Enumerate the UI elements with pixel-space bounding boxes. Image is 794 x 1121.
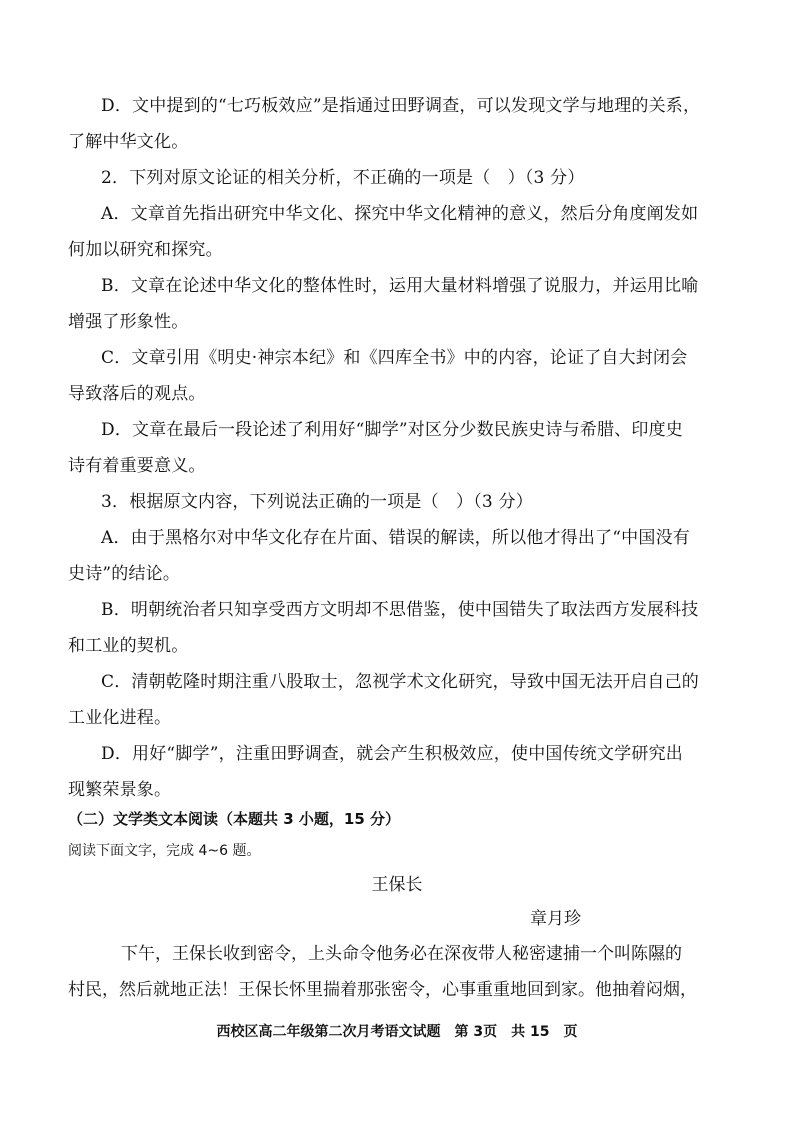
story-paragraph-line1: 下午，王保长收到密令，上头命令他务必在深夜带人秘密逮捕一个叫陈隰的 bbox=[121, 944, 682, 964]
question-3-stem: 3．根据原文内容，下列说法正确的一项是（ ）（3 分） bbox=[101, 492, 533, 512]
q3-option-d-line1: D．用好“脚学”，注重田野调查，就会产生积极效应，使中国传统文学研究出 bbox=[101, 744, 684, 764]
story-author: 章月珍 bbox=[530, 909, 581, 929]
q2-option-d-line1: D．文章在最后一段论述了利用好“脚学”对区分少数民族史诗与希腊、印度史 bbox=[101, 420, 684, 440]
q2-option-b-line2: 增强了形象性。 bbox=[68, 312, 189, 332]
q2-option-c-line2: 导致落后的观点。 bbox=[68, 384, 206, 404]
q2-option-c-line1: C．文章引用《明史·神宗本纪》和《四库全书》中的内容，论证了自大封闭会 bbox=[101, 348, 688, 368]
q3-option-a-line1: A．由于黑格尔对中华文化存在片面、错误的解读，所以他才得出了“中国没有 bbox=[101, 528, 690, 548]
q3-option-c-line1: C．清朝乾隆时期注重八股取士，忽视学术文化研究，导致中国无法开启自己的 bbox=[101, 672, 700, 692]
option-d-q1-line2: 了解中华文化。 bbox=[68, 132, 189, 152]
section-heading: （二）文学类文本阅读（本题共 3 小题，15 分） bbox=[68, 810, 400, 828]
q2-option-a-line2: 何加以研究和探究。 bbox=[68, 240, 223, 260]
q3-option-c-line2: 工业化进程。 bbox=[68, 708, 172, 728]
q3-option-a-line2: 史诗”的结论。 bbox=[68, 564, 181, 584]
q2-option-d-line2: 诗有着重要意义。 bbox=[68, 456, 206, 476]
question-2-stem: 2．下列对原文论证的相关分析，不正确的一项是（ ）（3 分） bbox=[101, 168, 585, 188]
story-title: 王保长 bbox=[371, 875, 423, 895]
option-d-q1-line1: D．文中提到的“七巧板效应”是指通过田野调查，可以发现文学与地理的关系， bbox=[101, 96, 701, 116]
q3-option-b-line2: 和工业的契机。 bbox=[68, 636, 189, 656]
q2-option-b-line1: B．文章在论述中华文化的整体性时，运用大量材料增强了说服力，并运用比喻 bbox=[101, 276, 699, 296]
page-footer: 西校区高二年级第二次月考语文试题 第 3页 共 15 页 bbox=[216, 1024, 578, 1040]
q2-option-a-line1: A．文章首先指出研究中华文化、探究中华文化精神的意义，然后分角度阐发如 bbox=[101, 204, 699, 224]
story-paragraph-line2: 村民，然后就地正法！王保长怀里揣着那张密令，心事重重地回到家。他抽着闷烟， bbox=[68, 980, 697, 1000]
q3-option-b-line1: B．明朝统治者只知享受西方文明却不思借鉴，使中国错失了取法西方发展科技 bbox=[101, 600, 699, 620]
reading-instruction: 阅读下面文字，完成 4~6 题。 bbox=[68, 843, 261, 859]
q3-option-d-line2: 现繁荣景象。 bbox=[68, 780, 172, 800]
